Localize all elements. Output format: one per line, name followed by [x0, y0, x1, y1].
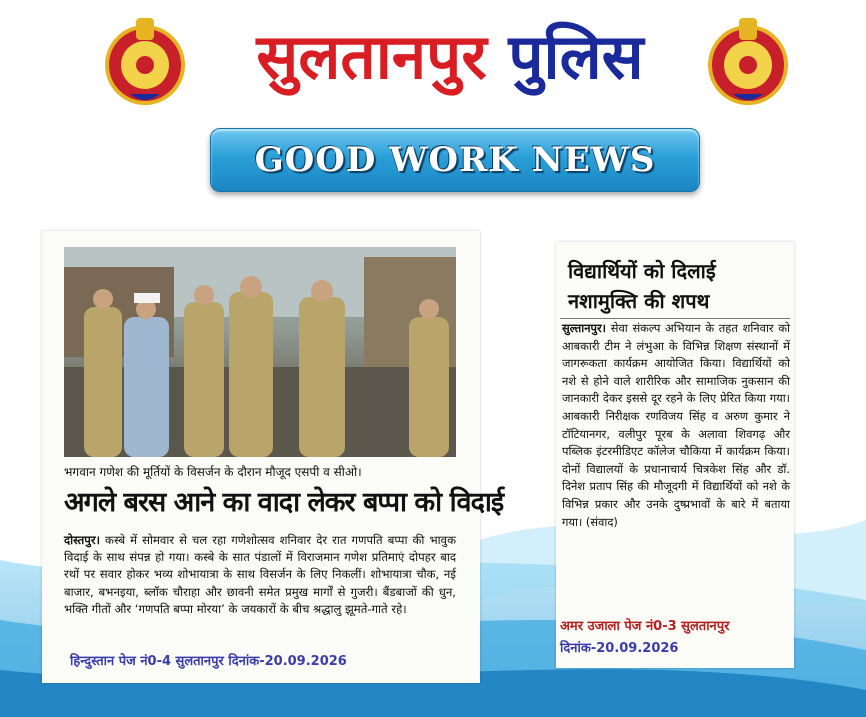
up-police-emblem-icon: [100, 10, 190, 110]
news-photo: [64, 247, 456, 457]
headline: विद्यार्थियों को दिलाई नशामुक्ति की शपथ: [568, 259, 716, 313]
dateline: सुल्तानपुर।: [562, 321, 606, 335]
article-text: कस्बे में सोमवार से चल रहा गणेशोत्सव शनिवार देर रात गणपति बप्पा की भावुक विदाई के साथ संपन्न हो गया। कस्बे के सात पंडालों में विराजमान गणेश प्रतिमाएं दोपहर बाद रथों पर सवार होकर भव्य शोभायात्रा के साथ विसर्जन के लिए निकलीं। शोभायात्रा चौक, नई बाजार, बभनइया, ब्लॉक चौराहा और छावनी समेत प्रमुख मार्गों से गुजरी। बैंडबाजों की धुन, भक्ति गीतों और ‘गणपति बप्पा मोरया’ के जयकारों के बीच श्रद्धालु झूमते-गाते रहे।: [64, 533, 456, 616]
header: [0, 0, 866, 120]
source-date: दिनांक-20.09.2026: [560, 641, 679, 656]
source-line: अमर उजाला पेज नं0-3 सुलतानपुर: [560, 619, 730, 634]
newspaper-clipping-hindustan: [42, 231, 504, 683]
source-citation: हिन्दुस्तान पेज नं0-4 सुलतानपुर दिनांक-20.09.2026: [70, 654, 347, 669]
photo-scene: [64, 247, 456, 457]
banner-label: GOOD WORK NEWS: [254, 140, 656, 180]
source-citation: [560, 616, 790, 660]
dateline: दोस्तपुर।: [64, 533, 100, 547]
photo-caption: भगवान गणेश की मूर्तियों के विसर्जन के दौरान मौजूद एसपी व सीओ।: [64, 465, 362, 479]
article-body: [562, 320, 790, 531]
good-work-news-banner: [210, 128, 700, 192]
headline: अगले बरस आने का वादा लेकर बप्पा को विदाई: [64, 487, 504, 518]
page-title: सुलतानपुर पुलिस: [256, 20, 644, 93]
article-body: [64, 532, 456, 618]
divider: [560, 318, 790, 319]
article-text: सेवा संकल्प अभियान के तहत शनिवार को आबकारी टीम ने लंभुआ के विभिन्न शिक्षण संस्थानों में जागरूकता कार्यक्रम आयोजित किया। विद्यार्थियों को नशे से होने वाले शारीरिक और सामाजिक नुकसान की जानकारी देकर इससे दूर रहने के लिए प्रेरित किया गया। आबकारी निरीक्षक रणविजय सिंह व अरुण कुमार ने टॉटियानगर, वलीपुर पूरब के अलावा शिवगढ़ और पब्लिक इंटरमीडिएट कॉलेज चौकिया में कार्यक्रम किया। दोनों विद्यालयों के प्रधानाचार्य चित्रकेश सिंह और डॉ. दिनेश प्रताप सिंह की मौजूदगी में विद्यार्थियों को नशे के विभिन्न प्रकार और उनके दुष्प्रभावों के बारे में बताया गया। (संवाद): [562, 321, 790, 529]
newspaper-clipping-amar-ujala: [556, 242, 794, 668]
up-police-emblem-icon: [703, 10, 793, 110]
